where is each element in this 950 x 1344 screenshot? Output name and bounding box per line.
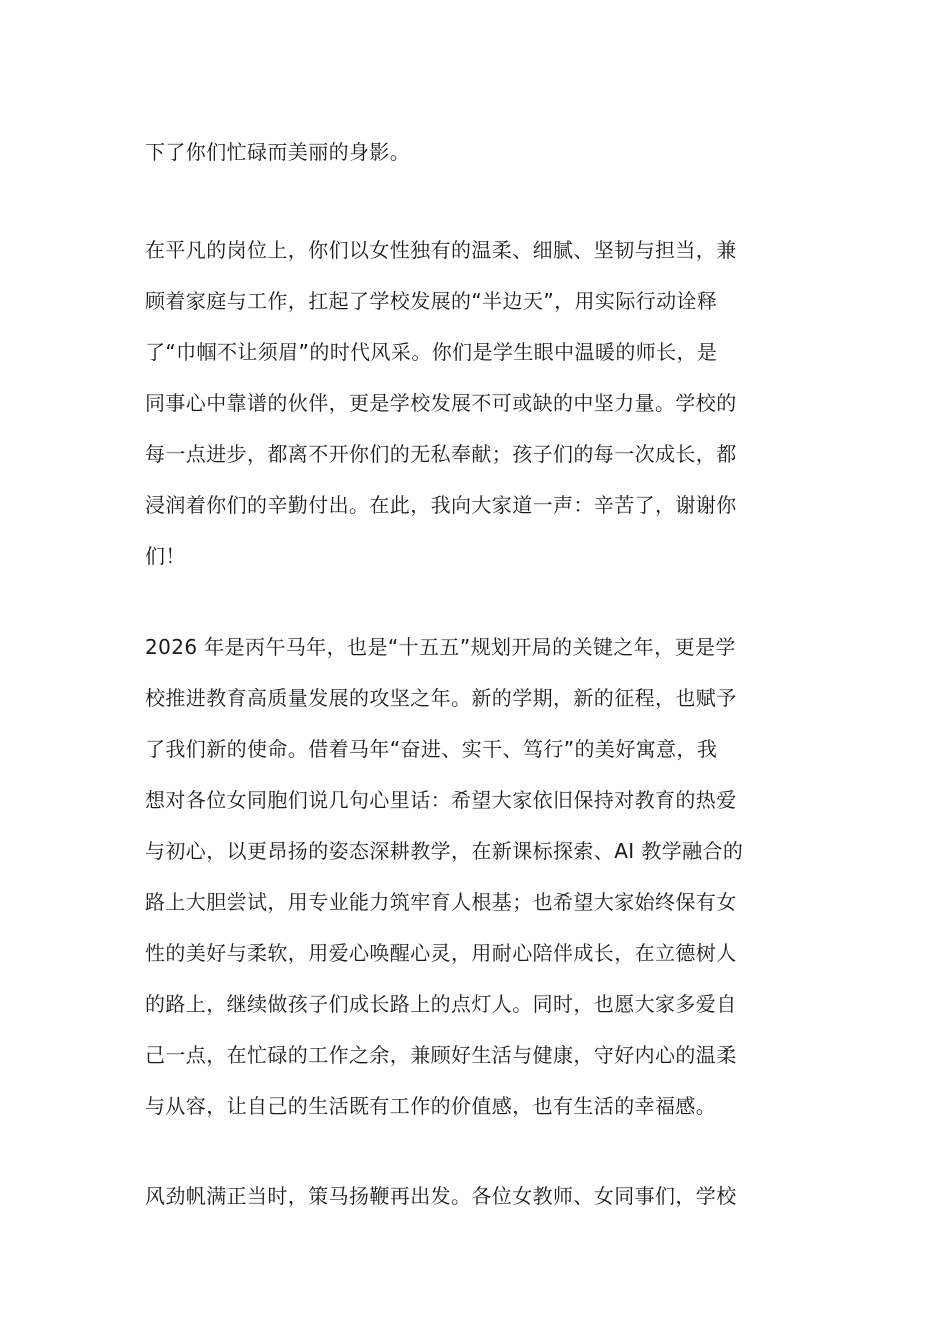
text-line: 校推进教育高质量发展的攻坚之年。新的学期，新的征程，也赋予 xyxy=(145,686,737,710)
text-line: 己一点，在忙碌的工作之余，兼顾好生活与健康，守好内心的温柔 xyxy=(145,1043,737,1067)
text-line: 顾着家庭与工作，扛起了学校发展的“半边天”，用实际行动诠释 xyxy=(145,289,718,313)
text-line: 想对各位女同胞们说几句心里话：希望大家依旧保持对教育的热爱 xyxy=(145,788,737,812)
text-line: 浸润着你们的辛勤付出。在此，我向大家道一声：辛苦了，谢谢你 xyxy=(145,493,737,517)
text-line: 了“巾帼不让须眉”的时代风采。你们是学生眼中温暖的师长，是 xyxy=(145,340,718,364)
paragraph-2 xyxy=(145,225,825,582)
text-line: 性的美好与柔软，用爱心唤醒心灵，用耐心陪伴成长，在立德树人 xyxy=(145,941,737,965)
text-line: 们！ xyxy=(145,544,186,568)
text-line: 在平凡的岗位上，你们以女性独有的温柔、细腻、坚韧与担当，兼 xyxy=(145,238,737,262)
text-line: 每一点进步，都离不开你们的无私奉献；孩子们的每一次成长，都 xyxy=(145,442,737,466)
text-line: 了我们新的使命。借着马年“奋进、实干、笃行”的美好寓意，我 xyxy=(145,737,718,761)
text-line: 路上大胆尝试，用专业能力筑牢育人根基；也希望大家始终保有女 xyxy=(145,890,737,914)
paragraph-1 xyxy=(145,127,825,178)
text-line: 同事心中靠谱的伙伴，更是学校发展不可或缺的中坚力量。学校的 xyxy=(145,391,737,415)
paragraph-3 xyxy=(145,622,825,1132)
text-line: 与初心，以更昂扬的姿态深耕教学，在新课标探索、AI 教学融合的 xyxy=(145,839,744,863)
paragraph-4 xyxy=(145,1171,825,1222)
text-line: 风劲帆满正当时，策马扬鞭再出发。各位女教师、女同事们，学校 xyxy=(145,1184,737,1208)
text-line: 与从容，让自己的生活既有工作的价值感，也有生活的幸福感。 xyxy=(145,1094,717,1118)
text-line: 2026 年是丙午马年，也是“十五五”规划开局的关键之年，更是学 xyxy=(145,635,736,659)
text-line: 的路上，继续做孩子们成长路上的点灯人。同时，也愿大家多爱自 xyxy=(145,992,737,1016)
text-line: 下了你们忙碌而美丽的身影。 xyxy=(145,140,411,164)
